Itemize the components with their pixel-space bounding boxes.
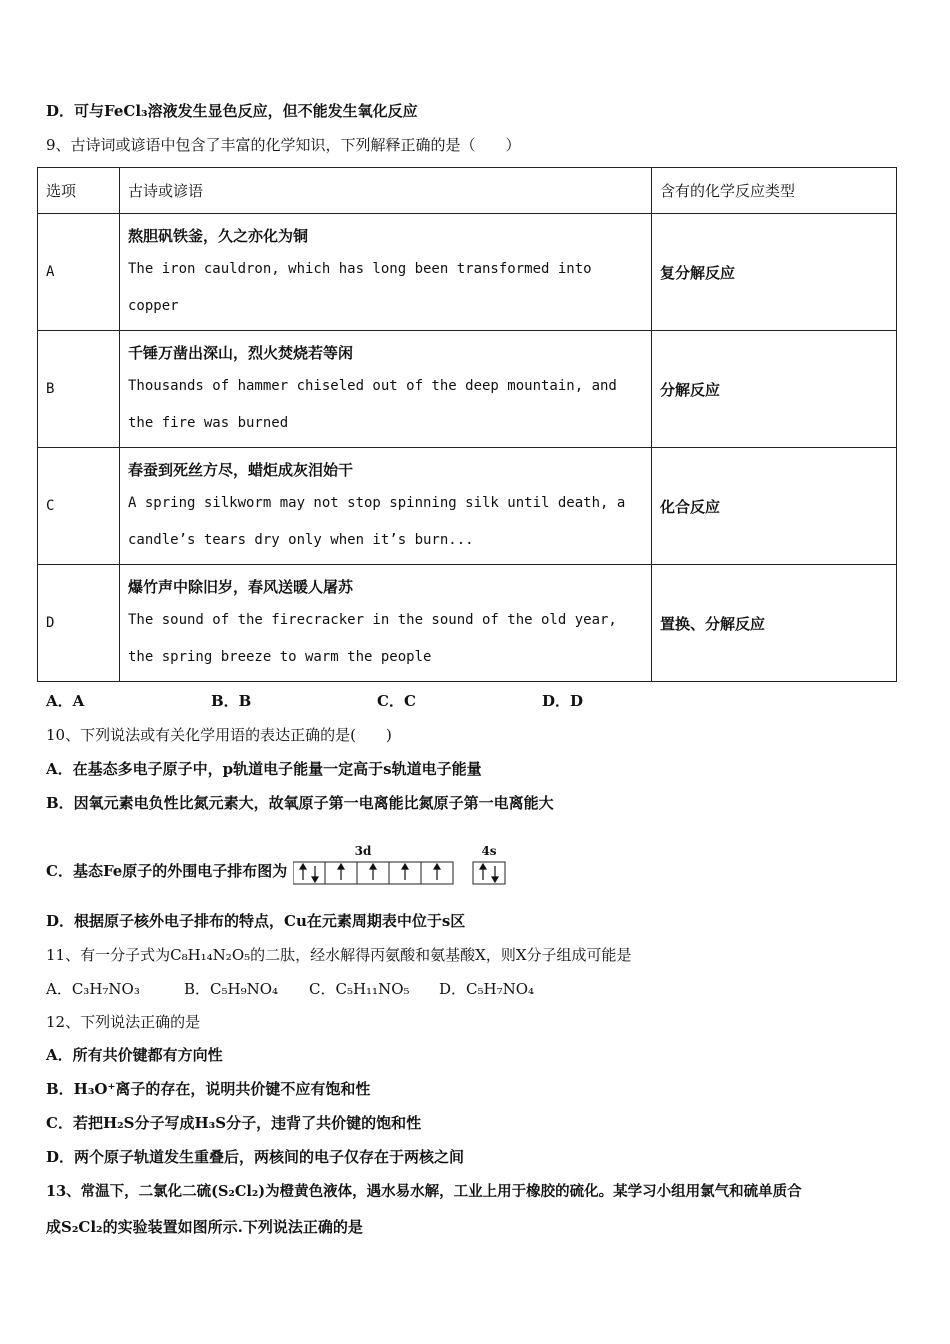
q12-option-b: B．H₃O⁺离子的存在，说明共价键不应有饱和性 [46,1080,371,1098]
row-option: B [38,331,120,448]
q10-stem: 10、下列说法或有关化学用语的表达正确的是( ) [46,726,392,744]
poem-english-2: candle’s tears dry only when it’s burn... [128,532,474,548]
row-reaction-type: 化合反应 [652,448,897,565]
row-poem [120,331,652,448]
orbital-4s-label: 4s [481,844,497,858]
row-option: A [38,214,120,331]
q12-option-a: A．所有共价键都有方向性 [46,1046,223,1064]
choice-c[interactable]: C．C [377,692,416,710]
q8-option-d: D．可与FeCl₃溶液发生显色反应，但不能发生氧化反应 [46,102,418,120]
q12-stem: 12、下列说法正确的是 [46,1013,201,1031]
table-row [38,214,897,331]
q10-option-a: A．在基态多电子原子中，p轨道电子能量一定高于s轨道电子能量 [46,760,482,778]
row-poem [120,448,652,565]
q10-option-d: D．根据原子核外电子排布的特点，Cu在元素周期表中位于s区 [46,912,466,930]
q9-stem: 9、古诗词或谚语中包含了丰富的化学知识，下列解释正确的是（ ） [46,136,521,154]
row-poem [120,214,652,331]
header-poem: 古诗或谚语 [120,168,652,214]
q9-table [37,167,897,682]
header-option: 选项 [38,168,120,214]
table-row [38,448,897,565]
poem-english-1: The iron cauldron, which has long been transformed into [128,261,592,277]
orbital-3d-label: 3d [354,844,371,858]
q10-option-b: B．因氧元素电负性比氮元素大，故氧原子第一电离能比氮原子第一电离能大 [46,794,554,812]
q9-choices [46,690,746,712]
row-reaction-type: 置换、分解反应 [652,565,897,682]
row-poem [120,565,652,682]
choice-d[interactable]: D．D [542,692,584,710]
row-option: D [38,565,120,682]
orbital-diagram [293,844,515,888]
poem-chinese: 熬胆矾铁釜，久之亦化为铜 [128,227,309,245]
choice-b[interactable]: B．B [211,692,252,710]
orbital-box [293,862,325,884]
poem-english-2: the spring breeze to warm the people [128,649,432,665]
q10-option-c [46,844,515,894]
choice-d[interactable]: D．C₅H₇NO₄ [439,980,535,998]
choice-a[interactable]: A．A [46,692,85,710]
poem-english-2: the fire was burned [128,415,289,431]
poem-english-2: copper [128,298,179,314]
poem-chinese: 春蚕到死丝方尽，蜡炬成灰泪始干 [128,461,354,479]
poem-english-1: The sound of the firecracker in the sound of the old year, [128,612,617,628]
q13-stem-line2: 成S₂Cl₂的实验装置如图所示.下列说法正确的是 [46,1218,363,1236]
choice-b[interactable]: B．C₅H₉NO₄ [184,980,279,998]
orbital-box [473,862,505,884]
row-option: C [38,448,120,565]
header-reaction-type: 含有的化学反应类型 [652,168,897,214]
choice-c[interactable]: C．C₅H₁₁NO₅ [309,980,410,998]
q10-option-c-text: C．基态Fe原子的外围电子排布图为 [46,862,288,880]
q12-option-d: D．两个原子轨道发生重叠后，两核间的电子仅存在于两核之间 [46,1148,465,1166]
poem-english-1: Thousands of hammer chiseled out of the deep mountain, and [128,378,617,394]
q12-option-c: C．若把H₂S分子写成H₃S分子，违背了共价键的饱和性 [46,1114,422,1132]
row-reaction-type: 复分解反应 [652,214,897,331]
table-row [38,331,897,448]
poem-english-1: A spring silkworm may not stop spinning silk until death, a [128,495,626,511]
poem-chinese: 爆竹声中除旧岁，春风送暖人屠苏 [128,578,354,596]
poem-chinese: 千锤万凿出深山，烈火焚烧若等闲 [128,344,354,362]
q13-stem-line1: 13、常温下，二氯化二硫(S₂Cl₂)为橙黄色液体，遇水易水解，工业上用于橡胶的硫化。某学习小组用氯气和硫单质合 [46,1183,802,1200]
choice-a[interactable]: A．C₃H₇NO₃ [46,980,140,998]
table-header-row [38,168,897,214]
row-reaction-type: 分解反应 [652,331,897,448]
table-row [38,565,897,682]
q11-choices [46,978,746,1000]
q11-stem: 11、有一分子式为C₈H₁₄N₂O₅的二肽，经水解得丙氨酸和氨基酸X，则X分子组成可能是 [46,946,632,964]
